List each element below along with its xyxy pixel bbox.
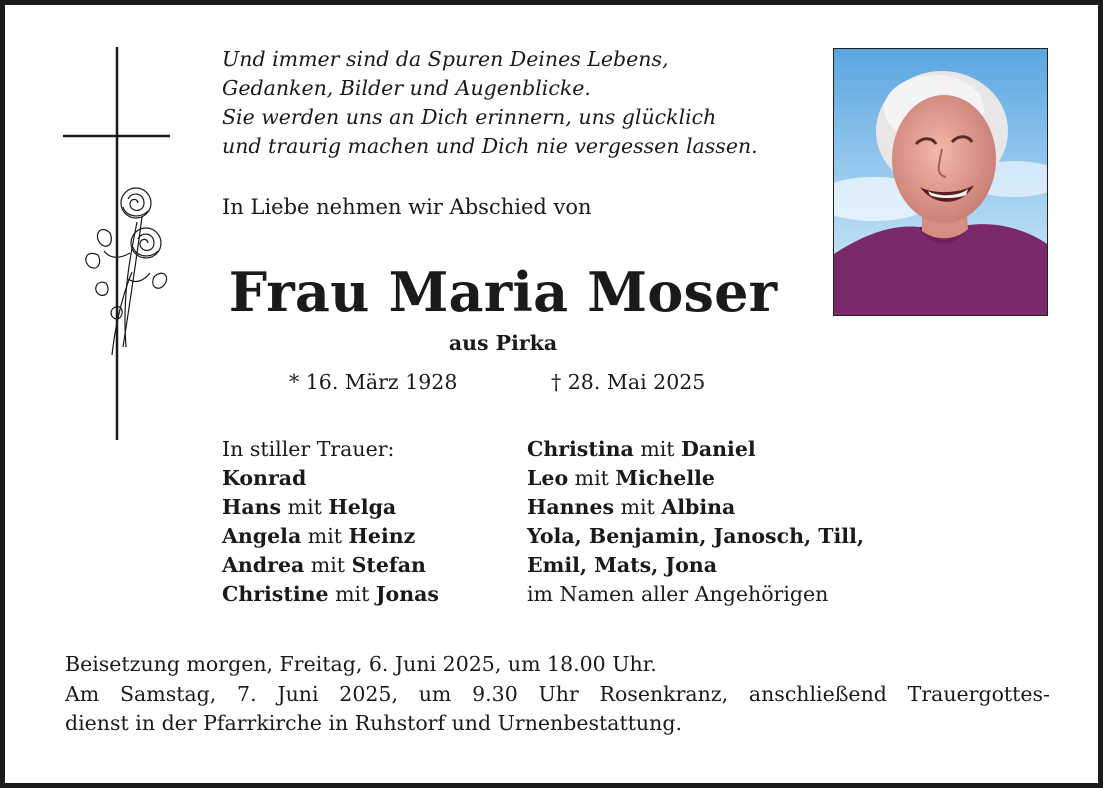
mourners-left-column xyxy=(222,435,439,609)
mourner-name: Christina xyxy=(527,437,634,461)
mourner-line xyxy=(222,435,439,464)
mourner-name: Jonas xyxy=(375,582,439,606)
mourner-name: Stefan xyxy=(351,553,426,577)
verse-line: und traurig machen und Dich nie vergessen lassen. xyxy=(222,134,758,158)
mourner-name: Hans xyxy=(222,495,282,519)
mourner-name: Konrad xyxy=(222,466,307,490)
mourner-line xyxy=(527,435,864,464)
mourner-name: Leo xyxy=(527,466,569,490)
mourner-line xyxy=(527,493,864,522)
death-date: † 28. Mai 2025 xyxy=(551,370,706,394)
mourner-line xyxy=(222,551,439,580)
mourner-line xyxy=(222,464,439,493)
mourner-name: Albina xyxy=(661,495,736,519)
mourner-name: Daniel xyxy=(681,437,756,461)
mourner-text: im Namen aller Angehörigen xyxy=(527,582,829,606)
mourner-line xyxy=(527,464,864,493)
mourners-right-column xyxy=(527,435,864,609)
mourner-line xyxy=(222,493,439,522)
mourner-line xyxy=(527,551,864,580)
mourner-text: mit xyxy=(328,582,376,606)
mourner-text: mit xyxy=(568,466,616,490)
farewell-intro: In Liebe nehmen wir Abschied von xyxy=(222,195,592,219)
funeral-details xyxy=(65,650,1050,739)
mourner-line xyxy=(527,522,864,551)
deceased-name: Frau Maria Moser xyxy=(228,260,778,324)
verse-line: Und immer sind da Spuren Deines Lebens, xyxy=(222,47,669,71)
mourner-name: Hannes xyxy=(527,495,615,519)
birth-date: * 16. März 1928 xyxy=(289,370,458,394)
mourner-name: Andrea xyxy=(222,553,305,577)
mourner-name: Michelle xyxy=(615,466,715,490)
mourner-name: Heinz xyxy=(348,524,416,548)
funeral-line: Beisetzung morgen, Freitag, 6. Juni 2025, um 18.00 Uhr. xyxy=(65,652,657,676)
memorial-verse xyxy=(222,45,822,161)
mourner-name: Emil, Mats, Jona xyxy=(527,553,717,577)
cross-with-roses-icon xyxy=(60,47,175,443)
mourner-text: mit xyxy=(633,437,682,461)
mourner-name: Angela xyxy=(222,524,302,548)
deceased-origin: aus Pirka xyxy=(448,331,558,355)
verse-line: Sie werden uns an Dich erinnern, uns glücklich xyxy=(222,105,717,129)
mourner-name: Helga xyxy=(328,495,397,519)
mourner-text: mit xyxy=(304,553,352,577)
mourner-text: mit xyxy=(281,495,329,519)
mourner-text: In stiller Trauer: xyxy=(222,437,395,461)
funeral-line: dienst in der Pfarrkirche in Ruhstorf und Urnenbestattung. xyxy=(65,711,682,735)
mourner-text: mit xyxy=(614,495,662,519)
portrait-photo xyxy=(833,48,1048,316)
mourner-line xyxy=(527,580,864,609)
mourner-name: Christine xyxy=(222,582,329,606)
funeral-line: Am Samstag, 7. Juni 2025, um 9.30 Uhr Rosenkranz, anschließend Trauergottes- xyxy=(65,681,1050,706)
mourner-line xyxy=(222,580,439,609)
verse-line: Gedanken, Bilder und Augenblicke. xyxy=(222,76,591,100)
mourner-name: Yola, Benjamin, Janosch, Till, xyxy=(527,524,865,548)
mourner-text: mit xyxy=(301,524,349,548)
mourner-line xyxy=(222,522,439,551)
